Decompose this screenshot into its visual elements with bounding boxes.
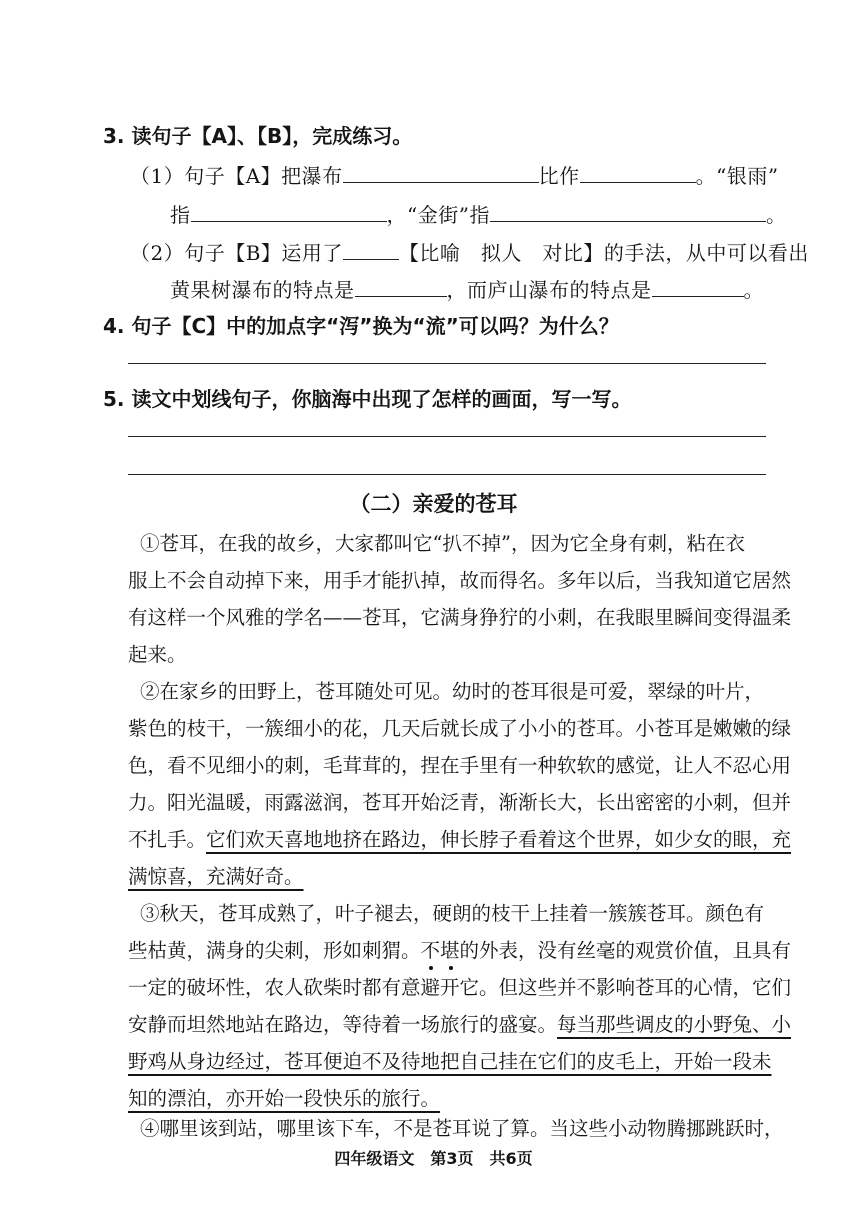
p3-l4-plain: 安静而坦然地站在路边，等待着一场旅行的盛宴。 [128, 1013, 558, 1036]
answer-blank-golden-street[interactable] [490, 203, 766, 222]
q3-p1-text-e: ，“金街”指 [386, 203, 490, 227]
question-3-title: 3. 读句子【A】、【B】，完成练习。 [103, 124, 413, 148]
q3-p1-text-c: 。“银雨” [695, 164, 779, 188]
p2-l5-plain: 不扎手。 [128, 828, 207, 851]
question-5-answer-line-2[interactable] [128, 474, 766, 475]
passage-p3-line-2 [128, 935, 792, 963]
dotted-char-2: 堪 [440, 939, 460, 962]
passage-p2-line-4: 力。阳光温暖，雨露滋润，苍耳开始泛青，渐渐长大，长出密密的小刺，但并 [128, 791, 792, 814]
p3-l2-text-b: 的外表，没有丝毫的观赏价值，且具有 [459, 939, 792, 962]
passage-p3-line-1: ③秋天，苍耳成熟了，叶子褪去，硬朗的枝干上挂着一簇簇苍耳。颜色有 [140, 902, 765, 925]
passage-title: （二）亲爱的苍耳 [349, 492, 518, 516]
answer-blank-huangguoshu-feature[interactable] [355, 278, 447, 297]
answer-blank-metaphor-subject[interactable] [343, 164, 539, 183]
q3-p2-text-c: 黄果树瀑布的特点是 [170, 278, 355, 302]
passage-p1-line-1: ①苍耳，在我的故乡，大家都叫它“扒不掉”，因为它全身有刺，粘在衣 [140, 532, 745, 555]
passage-p3-line-6 [128, 1083, 766, 1111]
underlined-sentence-2-part-3: 知的漂泊，亦开始一段快乐的旅行。 [128, 1087, 441, 1110]
q3-p1-text-d: 指 [170, 203, 191, 227]
question-3-part-2-line-1 [130, 237, 809, 266]
question-3-part-2-line-2 [170, 274, 764, 303]
answer-blank-lushan-feature[interactable] [652, 278, 744, 297]
answer-blank-metaphor-object[interactable] [580, 164, 696, 183]
answer-blank-silver-rain[interactable] [191, 203, 387, 222]
q3-p2-text-b: 【比喻 拟人 对比】的手法，从中可以看出 [398, 241, 809, 265]
underlined-sentence-1-part-2: 满惊喜，充满好奇。 [128, 865, 304, 888]
q3-p1-text-f: 。 [765, 203, 787, 227]
question-3-part-1-line-2 [170, 199, 786, 228]
passage-p2-line-1: ②在家乡的田野上，苍耳随处可见。幼时的苍耳很是可爱，翠绿的叶片， [140, 680, 765, 703]
passage-p3-line-3: 一定的破坏性，农人砍柴时都有意避开它。但这些并不影响苍耳的心情，它们 [128, 976, 792, 999]
question-5-answer-line-1[interactable] [128, 436, 766, 437]
q3-p2-text-a: （2）句子【B】运用了 [130, 241, 343, 265]
passage-p1-line-4: 起来。 [128, 643, 187, 666]
passage-p1-line-3: 有这样一个风雅的学名——苍耳，它满身狰狞的小刺，在我眼里瞬间变得温柔 [128, 606, 792, 629]
q3-p2-text-e: 。 [743, 278, 764, 302]
passage-p2-line-2: 紫色的枝干，一簇细小的花，几天后就长成了小小的苍耳。小苍耳是嫩嫩的绿 [128, 717, 792, 740]
answer-blank-technique[interactable] [343, 241, 399, 260]
p3-l2-text-a: 些枯黄，满身的尖刺，形如刺猬。 [128, 939, 421, 962]
passage-p2-line-3: 色，看不见细小的刺，毛茸茸的，捏在手里有一种软软的感觉，让人不忍心用 [128, 754, 792, 777]
question-4-answer-line[interactable] [128, 363, 766, 364]
passage-p3-line-5 [128, 1046, 772, 1074]
passage-p3-line-4 [128, 1009, 792, 1037]
q3-p2-text-d: ，而庐山瀑布的特点是 [446, 278, 652, 302]
question-5-title: 5. 读文中划线句子，你脑海中出现了怎样的画面，写一写。 [103, 387, 632, 411]
q3-p1-text-b: 比作 [538, 164, 580, 188]
underlined-sentence-2-part-1: 每当那些调皮的小野兔、小 [557, 1013, 792, 1036]
question-4-title: 4. 句子【C】中的加点字“泻”换为“流”可以吗？为什么？ [103, 314, 619, 338]
question-3-part-1-line-1 [130, 160, 779, 189]
underlined-sentence-2-part-2: 野鸡从身边经过，苍耳便迫不及待地把自己挂在它们的皮毛上，开始一段未 [128, 1050, 772, 1073]
q3-p1-text-a: （1）句子【A】把瀑布 [130, 164, 343, 188]
passage-p4-line-1: ④哪里该到站，哪里该下车，不是苍耳说了算。当这些小动物腾挪跳跃时， [140, 1117, 784, 1140]
passage-p1-line-2: 服上不会自动掉下来，用手才能扒掉，故而得名。多年以后，当我知道它居然 [128, 569, 792, 592]
underlined-sentence-1-part-1: 它们欢天喜地地挤在路边，伸长脖子看着这个世界，如少女的眼，充 [206, 828, 792, 851]
page-footer: 四年级语文 第3页 共6页 [334, 1149, 533, 1168]
passage-p2-line-6 [128, 861, 766, 889]
dotted-char-1: 不 [420, 939, 441, 962]
passage-p2-line-5 [128, 824, 792, 852]
